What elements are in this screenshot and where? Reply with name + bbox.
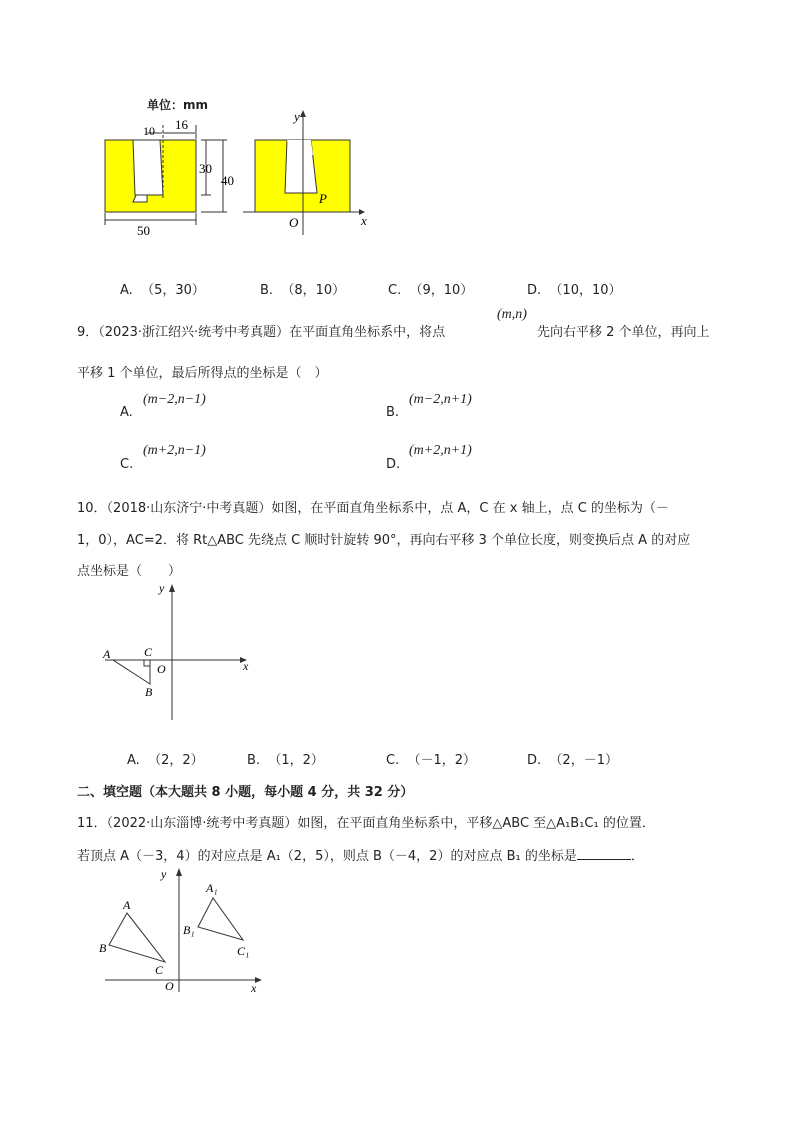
q11-label-a1: A₁ xyxy=(206,881,218,895)
q10-option-d[interactable]: D. （2，－1） xyxy=(527,753,618,768)
q9-option-d-letter[interactable]: D. xyxy=(386,457,401,472)
dim-50: 50 xyxy=(137,223,150,238)
q10-figure xyxy=(95,578,265,728)
q10-stem-line2: 1，0），AC=2．将 Rt△ABC 先绕点 C 顺时针旋转 90°，再向右平移 3 个单位长度，则变换后点 A 的对应 xyxy=(77,533,691,548)
q9-option-a-letter[interactable]: A. xyxy=(120,405,133,420)
origin-label: O xyxy=(289,215,299,230)
q11-label-x: x xyxy=(251,981,257,995)
q9-stem-line2: 平移 1 个单位，最后所得点的坐标是（ ） xyxy=(77,366,328,381)
q10-label-y: y xyxy=(159,581,165,595)
q10-option-a[interactable]: A. （2，2） xyxy=(127,753,204,768)
q9-option-a-expr[interactable]: (m−2,n−1) xyxy=(143,392,206,407)
q9-option-c-expr[interactable]: (m+2,n−1) xyxy=(143,443,206,458)
q11-figure xyxy=(95,860,275,1000)
q10-label-b: B xyxy=(145,685,153,699)
q8-figure xyxy=(95,95,385,245)
q10-label-a: A xyxy=(103,647,111,661)
q8-option-a[interactable]: A. （5，30） xyxy=(120,283,205,298)
left-slot xyxy=(133,140,163,195)
q9-option-c-letter[interactable]: C. xyxy=(120,457,134,472)
unit-label: 单位：mm xyxy=(147,98,209,112)
point-p-label: P xyxy=(319,191,327,206)
q10-stem-line1: 10．（2018·山东济宁·中考真题）如图，在平面直角坐标系中，点 A，C 在 x 轴上，点 C 的坐标为（－ xyxy=(77,501,669,516)
q11-triangle-a1b1c1 xyxy=(198,898,243,940)
dim-10: 10 xyxy=(143,124,155,138)
q9-stem-suffix: 先向右平移 2 个单位，再向上 xyxy=(537,325,710,340)
q11-label-b1: B₁ xyxy=(183,923,195,937)
q10-option-b[interactable]: B. （1，2） xyxy=(247,753,324,768)
q8-option-d[interactable]: D. （10，10） xyxy=(527,283,622,298)
q10-label-o: O xyxy=(157,662,166,676)
q11-label-o: O xyxy=(165,979,174,993)
q11-stem-line1: 11．（2022·山东淄博·统考中考真题）如图，在平面直角坐标系中，平移△ABC 至△A₁B₁C₁ 的位置． xyxy=(77,816,655,831)
q9-option-d-expr[interactable]: (m+2,n+1) xyxy=(409,443,472,458)
section-2-heading: 二、填空题（本大题共 8 小题，每小题 4 分，共 32 分） xyxy=(77,785,414,800)
q11-label-c1: C₁ xyxy=(237,944,250,958)
q11-label-y: y xyxy=(161,867,167,881)
q11-stem-line2-end: ． xyxy=(630,849,644,864)
q11-stem-line2-text: 若顶点 A（－3，4）的对应点是 A₁（2，5），则点 B（－4，2）的对应点 B₁ 的坐标是 xyxy=(77,849,577,864)
q10-label-c: C xyxy=(144,645,153,659)
q9-stem-prefix: 9．（2023·浙江绍兴·统考中考真题）在平面直角坐标系中，将点 xyxy=(77,325,446,340)
q9-option-b-expr[interactable]: (m−2,n+1) xyxy=(409,392,472,407)
q10-label-x: x xyxy=(243,659,249,673)
q11-label-b: B xyxy=(99,941,107,955)
q11-label-c: C xyxy=(155,963,164,977)
q11-label-a: A xyxy=(123,898,131,912)
dim-16: 16 xyxy=(175,117,188,132)
dim-40: 40 xyxy=(221,173,234,188)
dim-30: 30 xyxy=(199,161,212,176)
axis-y: y xyxy=(294,109,300,124)
q8-option-b[interactable]: B. （8，10） xyxy=(260,283,346,298)
q10-stem-line3: 点坐标是（ ） xyxy=(77,564,182,579)
q10-option-c[interactable]: C. （－1，2） xyxy=(386,753,477,768)
axis-x: x xyxy=(361,213,367,228)
q11-triangle-abc xyxy=(109,913,165,962)
q11-answer-blank[interactable] xyxy=(577,847,631,860)
q8-option-c[interactable]: C. （9，10） xyxy=(388,283,474,298)
q9-option-b-letter[interactable]: B. xyxy=(386,405,400,420)
q9-point: (m,n) xyxy=(497,307,527,322)
